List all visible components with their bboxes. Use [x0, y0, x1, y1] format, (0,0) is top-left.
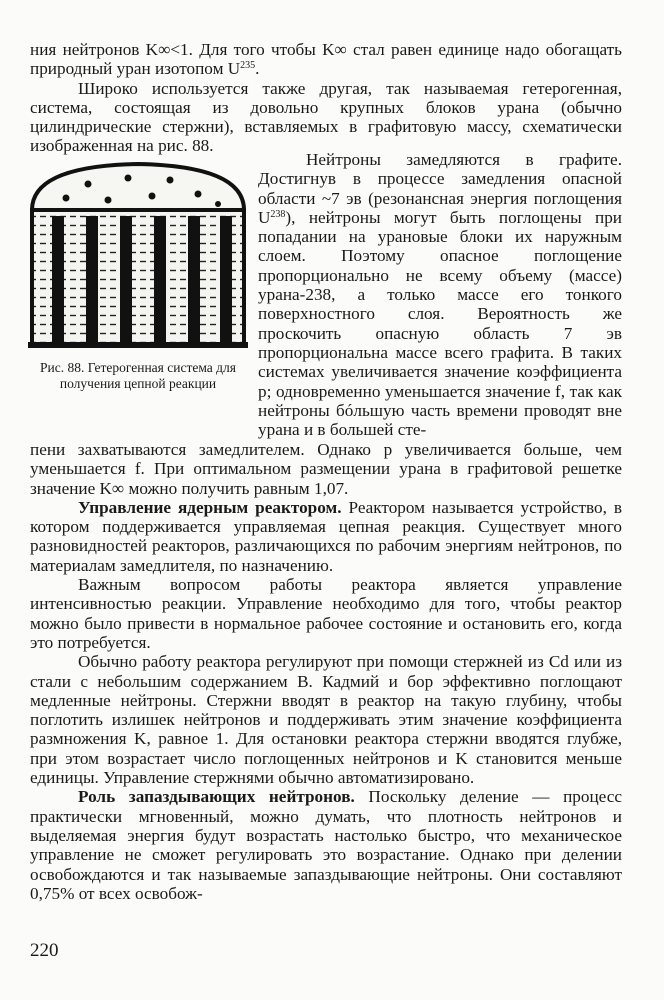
top-text-block	[30, 40, 622, 156]
side-text-block	[258, 150, 622, 439]
delayed-neutrons-paragraph: Роль запаздывающих нейтронов. Поскольку деление — процесс практически мгновенный, можно думать, что плотность нейтронов и выделяемая энергия будут возрастать настолько быстро, что механическое управление не сможет регулировать это возрастание. Однако при делении освобождаются и так называемые запаздывающие нейтроны. Они составляют 0,75% от всех освобож-	[30, 787, 622, 903]
continuation-paragraph-2: пени захватываются замедлителем. Однако p увеличивается больше, чем уменьшается f. При оптимальном размещении урана в графитовой решетке значение K∞ можно получить равным 1,07.	[30, 440, 622, 498]
figure-88-reactor-diagram	[28, 158, 248, 348]
section-heading-reactor-control: Управление ядерным реактором.	[78, 497, 342, 517]
reactor-dome-outline	[32, 164, 244, 210]
figure-caption: Рис. 88. Гетерогенная система для получения цепной реакции	[40, 360, 236, 391]
heterogeneous-system-paragraph: Широко используется также другая, так называемая гетерогенная, система, состоящая из довольно крупных блоков урана (обычно цилиндрические стержни), вставляемых в графитовую массу, схематически изображенная на рис. 88.	[30, 78, 622, 156]
continuation-paragraph: ния нейтронов K∞<1. Для того чтобы K∞ стал равен единице надо обогащать природный уран изотопом $U^{235}$.	[30, 40, 622, 79]
neutron-moderation-paragraph: Нейтроны замедляются в графите. Достигнув в процессе замедления опасной области ~7 эв (резонансная энергия поглощения $U^{238}$), нейтроны могут быть поглощены при попадании на урановые блоки их наружным слоем. Поэтому опасное поглощение пропорционально не всему объему (массе) урана-238, а только массе его тонкого поверхностного слоя. Вероятность же проскочить опасную область 7 эв пропорциональна массе всего графита. В таких системах увеличивается значение коэффициента p; одновременно уменьшается значение f, так как нейтроны бóльшую часть времени проводят вне урана и в большей сте-	[258, 150, 622, 440]
page-number: 220	[30, 940, 59, 961]
control-importance-paragraph: Важным вопросом работы реактора является управление интенсивностью реакции. Управление необходимо для того, чтобы реактор можно было привести в нормальное рабочее состояние и остановить его, когда это потребуется.	[30, 575, 622, 652]
reactor-control-paragraph: Управление ядерным реактором. Реактором называется устройство, в котором поддерживается управляемая цепная реакция. Существует много разновидностей реакторов, различающихся по рабочим энергиям нейтронов, по материалам замедлителя, по назначению.	[30, 497, 622, 575]
control-rods-paragraph: Обычно работу реактора регулируют при помощи стержней из Cd или из стали с небольшим содержанием B. Кадмий и бор эффективно поглощают медленные нейтроны. Стержни вводят в реактор на такую глубину, чтобы поглотить излишек нейтронов и поддерживать этим значение коэффициента размножения K, равное 1. Для остановки реактора стержни вводятся глубже, при этом возрастает число поглощенных нейтронов и K становится меньше единицы. Управление стержнями обычно автоматизировано.	[30, 652, 622, 788]
section-heading-delayed-neutrons: Роль запаздывающих нейтронов.	[78, 787, 355, 807]
bottom-text-block	[30, 440, 622, 903]
heterogeneous-lattice-drawing	[28, 158, 248, 348]
